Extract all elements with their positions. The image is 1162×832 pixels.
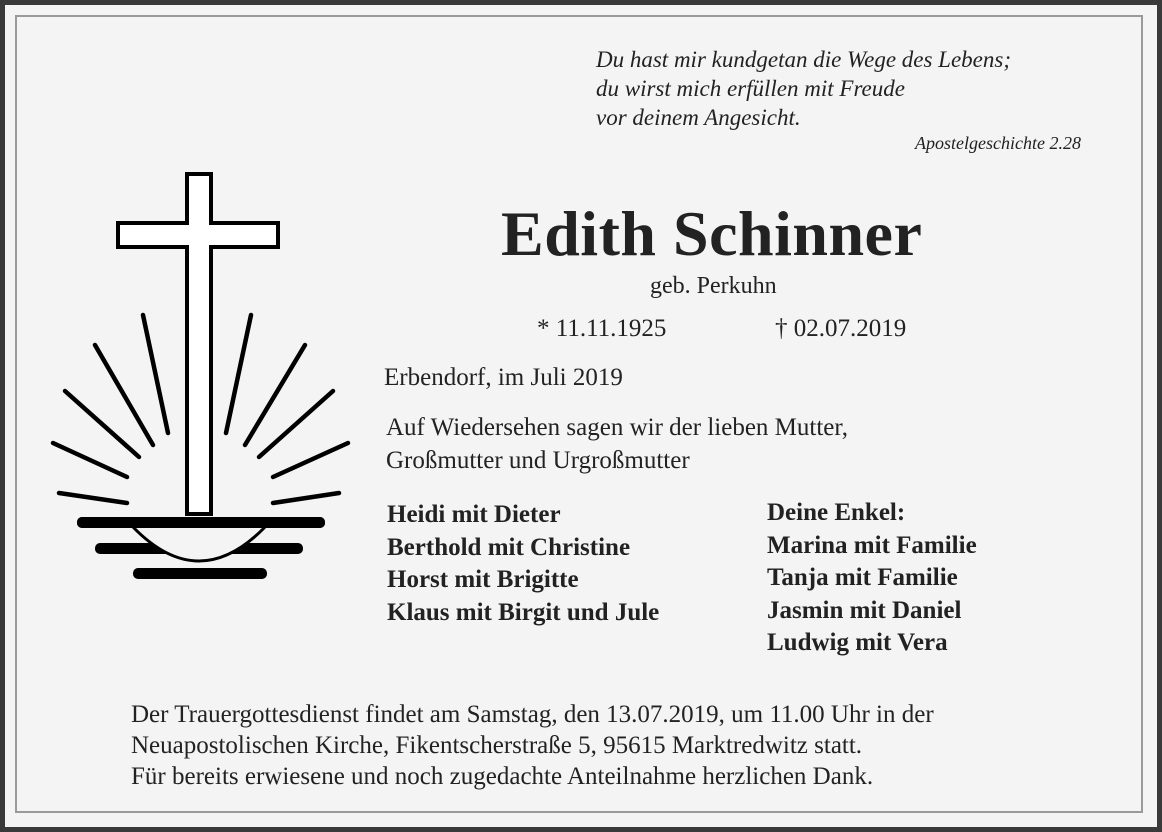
service-line: Neuapostolischen Kirche, Fikentscherstraße 5, 95615 Marktredwitz statt.: [131, 732, 863, 759]
list-item: Heidi mit Dieter: [387, 501, 561, 528]
list-item: Tanja mit Familie: [767, 564, 958, 591]
farewell-line: Großmutter und Urgroßmutter: [386, 447, 690, 474]
service-line: Der Trauergottesdienst findet am Samstag, den 13.07.2019, um 11.00 Uhr in der: [131, 701, 934, 728]
mourners-grandchildren-list: [767, 497, 977, 660]
list-item: Berthold mit Christine: [387, 533, 631, 561]
quote-reference: Apostelgeschichte 2.28: [915, 133, 1081, 153]
cross-icon: [118, 174, 278, 514]
quote-line: Du hast mir kundgetan die Wege des Lebens;: [596, 47, 1011, 72]
service-line: Für bereits erwiesene und noch zugedachte Anteilnahme herzlichen Dank.: [131, 763, 874, 790]
quote-line: vor deinem Angesicht.: [596, 105, 801, 130]
list-item: Marina mit Familie: [767, 531, 977, 559]
birth-date: * 11.11.1925: [537, 315, 667, 342]
church-emblem-icon: [43, 165, 363, 595]
place-date: Erbendorf, im Juli 2019: [384, 364, 623, 391]
service-info: [131, 699, 934, 792]
list-item: Ludwig mit Vera: [767, 629, 948, 656]
mourners-children-list: [387, 499, 659, 629]
obituary-notice: [5, 5, 1157, 827]
list-item: Jasmin mit Daniel: [767, 596, 962, 624]
list-item: Horst mit Brigitte: [387, 566, 579, 593]
list-heading: Deine Enkel:: [767, 499, 906, 526]
deceased-name: Edith Schinner: [501, 198, 923, 269]
bible-quote: [596, 45, 1011, 132]
farewell-text: [386, 411, 848, 477]
sun-arc-icon: [133, 527, 265, 561]
quote-line: du wirst mich erfüllen mit Freude: [596, 76, 905, 101]
death-date: † 02.07.2019: [775, 315, 907, 342]
list-item: Klaus mit Birgit und Jule: [387, 598, 660, 626]
farewell-line: Auf Wiedersehen sagen wir der lieben Mutter,: [386, 414, 848, 441]
maiden-name: geb. Perkuhn: [650, 273, 777, 299]
